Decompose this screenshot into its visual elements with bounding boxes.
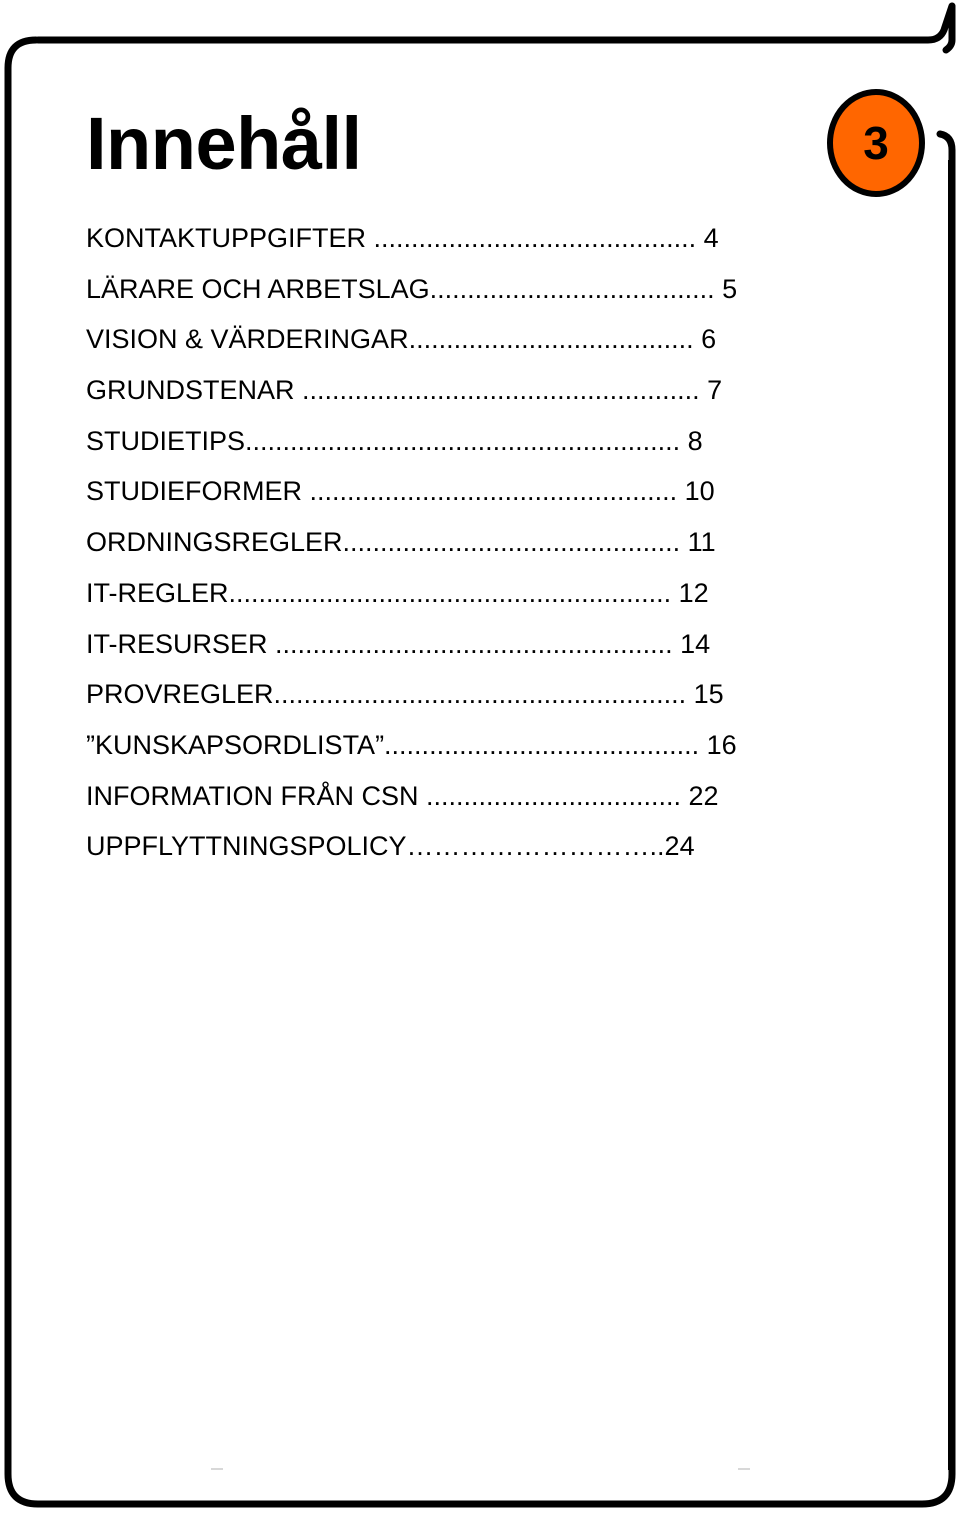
toc-entry-larare-och-arbetslag[interactable]: LÄRARE OCH ARBETSLAG...................................... 5 [86,273,738,304]
toc-entry-studietips[interactable]: STUDIETIPS.......................................................... 8 [86,425,703,456]
table-of-contents [86,216,786,875]
toc-entry-uppflyttningspolicy[interactable]: UPPFLYTTNINGSPOLICY………………………..24 [86,831,695,862]
toc-entry-kontaktuppgifter[interactable]: KONTAKTUPPGIFTER ........................................... 4 [86,223,719,253]
footer-mark-right [738,1468,750,1470]
toc-entry-provregler[interactable]: PROVREGLER....................................................... 15 [86,679,724,710]
toc-entry-ordningsregler[interactable]: ORDNINGSREGLER............................................. 11 [86,527,716,558]
toc-entry-information-fran-csn[interactable]: INFORMATION FRÅN CSN .................................. 22 [86,780,719,811]
toc-entry-vision-varderingar[interactable]: VISION & VÄRDERINGAR...................................... 6 [86,324,717,355]
toc-entry-studieformer[interactable]: STUDIEFORMER ................................................. 10 [86,476,715,507]
toc-entry-kunskapsordlista[interactable]: ”KUNSKAPSORDLISTA”.......................................... 16 [86,729,737,760]
page-title: Innehåll [86,102,362,185]
footer-mark-left [211,1468,223,1470]
page-number: 3 [863,117,889,169]
toc-entry-it-regler[interactable]: IT-REGLER........................................................... 12 [86,577,709,608]
toc-entry-it-resurser[interactable]: IT-RESURSER ..................................................... 14 [86,628,711,659]
toc-entry-grundstenar[interactable]: GRUNDSTENAR ..................................................... 7 [86,375,723,406]
